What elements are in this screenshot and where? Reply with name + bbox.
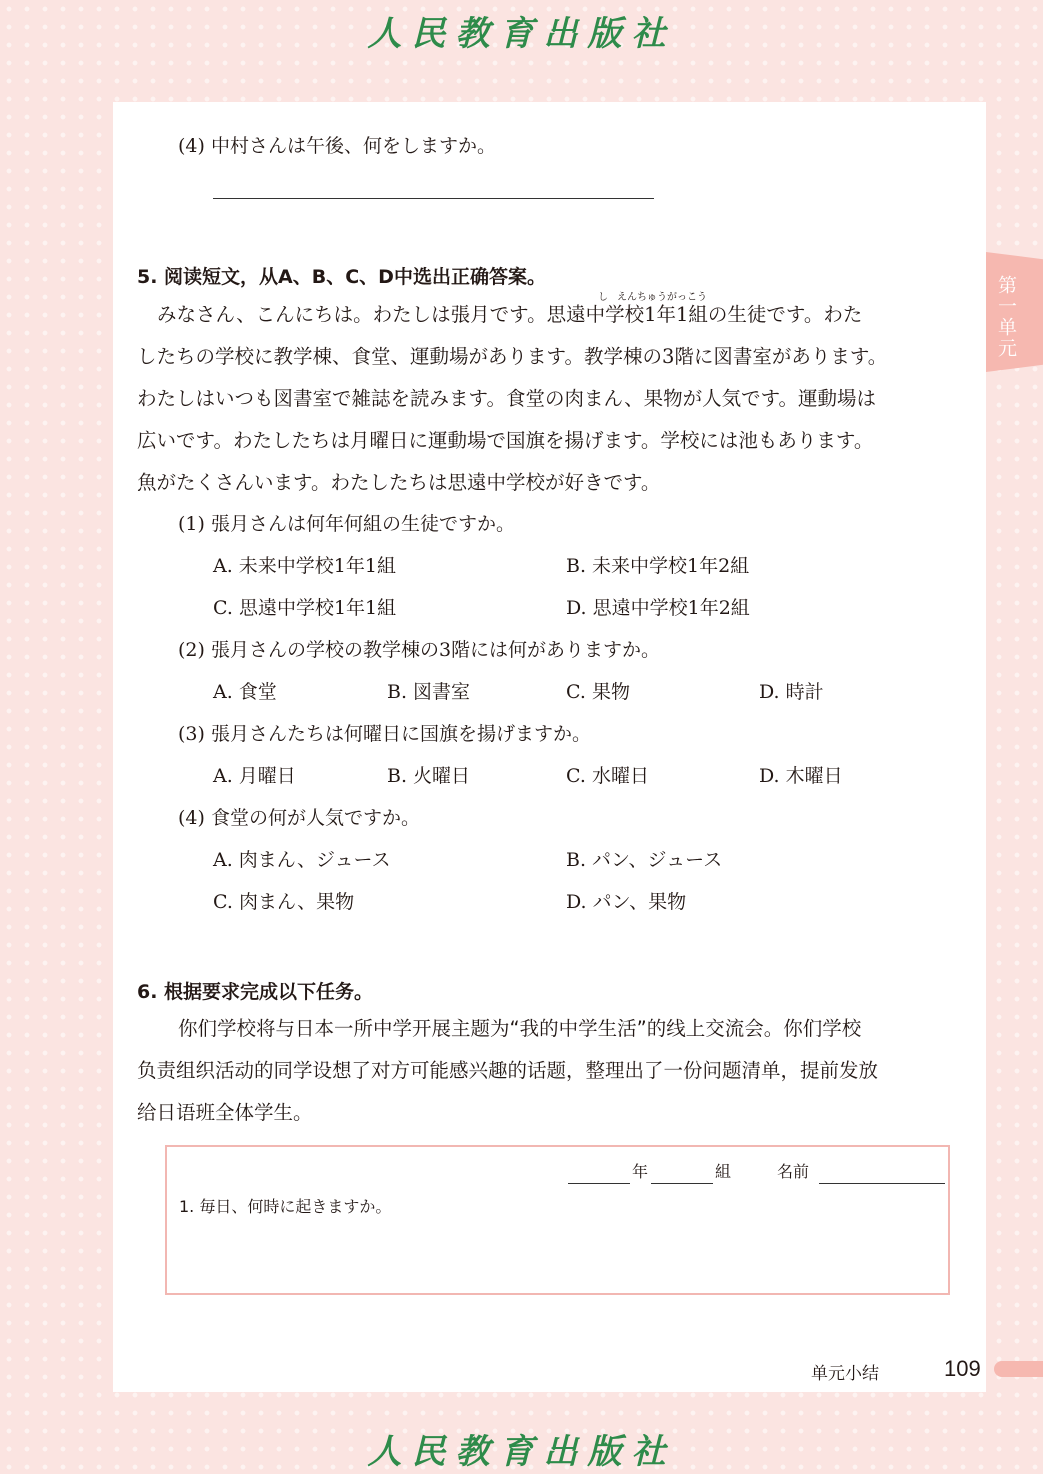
furigana-enchuugakkou: えんちゅうがっこう [617, 292, 707, 303]
q1-option-c[interactable]: C. 思遠中学校1年1組 [213, 597, 397, 619]
section-6-title: 6. 根据要求完成以下任务。 [137, 981, 374, 1003]
passage-line-1: みなさん、こんにちは。わたしは張月です。思遠中学校1年1組の生徒です。わた [157, 303, 863, 326]
q2-option-b[interactable]: B. 図書室 [387, 681, 471, 703]
task-line-2: 负责组织活动的同学设想了对方可能感兴趣的话题，整理出了一份问题清单，提前发放 [137, 1059, 879, 1082]
footer-section-label: 单元小结 [811, 1364, 879, 1384]
q1-option-a[interactable]: A. 未来中学校1年1組 [213, 555, 396, 577]
page-number-tab [994, 1361, 1043, 1377]
section-5-title: 5. 阅读短文，从A、B、C、D中选出正确答案。 [137, 266, 546, 288]
passage-line-4: 広いです。わたしたちは月曜日に運動場で国旗を揚げます。学校には池もあります。 [137, 429, 874, 452]
passage-line-2: したちの学校に教学棟、食堂、運動場があります。教学棟の3階に図書室があります。 [137, 345, 888, 368]
q1-option-b[interactable]: B. 未来中学校1年2組 [566, 555, 750, 577]
furigana-shi: し [598, 292, 608, 303]
publisher-logo-top: 人民教育出版社 [367, 14, 676, 54]
q3-option-c[interactable]: C. 水曜日 [566, 765, 649, 787]
unit-side-tab-label: 第一单元 [995, 275, 1017, 359]
question-prev-4: (4) 中村さんは午後、何をしますか。 [178, 135, 496, 157]
q3-option-d[interactable]: D. 木曜日 [759, 765, 843, 787]
name-label: 名前 [777, 1162, 810, 1181]
q3-option-a[interactable]: A. 月曜日 [213, 765, 296, 787]
passage-line-3: わたしはいつも図書室で雑誌を読みます。食堂の肉まん、果物が人気です。運動場は [137, 387, 877, 410]
q2-option-a[interactable]: A. 食堂 [213, 681, 277, 703]
class-blank[interactable] [651, 1183, 713, 1184]
task-line-3: 给日语班全体学生。 [137, 1101, 313, 1124]
q4-option-c[interactable]: C. 肉まん、果物 [213, 891, 355, 913]
q3-option-b[interactable]: B. 火曜日 [387, 765, 471, 787]
q2-option-d[interactable]: D. 時計 [759, 681, 824, 703]
year-label: 年 [632, 1162, 649, 1181]
q4-option-a[interactable]: A. 肉まん、ジュース [213, 849, 391, 871]
publisher-logo-bottom: 人民教育出版社 [367, 1432, 676, 1472]
q2-option-c[interactable]: C. 果物 [566, 681, 630, 703]
task-line-1: 你们学校将与日本一所中学开展主题为“我的中学生活”的线上交流会。你们学校 [178, 1017, 862, 1040]
q4-option-b[interactable]: B. パン、ジュース [566, 849, 723, 871]
question-list-box [165, 1145, 950, 1295]
page-number: 109 [944, 1356, 981, 1381]
q4-option-d[interactable]: D. パン、果物 [566, 891, 687, 913]
question-3: (3) 張月さんたちは何曜日に国旗を揚げますか。 [178, 723, 591, 745]
name-blank[interactable] [819, 1183, 945, 1184]
year-blank[interactable] [568, 1183, 630, 1184]
question-1: (1) 張月さんは何年何組の生徒ですか。 [178, 513, 515, 535]
question-item-1: 1. 毎日、何時に起きますか。 [179, 1197, 392, 1216]
answer-line[interactable] [213, 198, 654, 199]
q1-option-d[interactable]: D. 思遠中学校1年2組 [566, 597, 750, 619]
class-label: 組 [715, 1162, 732, 1181]
question-4: (4) 食堂の何が人気ですか。 [178, 807, 420, 829]
passage-line-5: 魚がたくさんいます。わたしたちは思遠中学校が好きです。 [137, 471, 661, 494]
question-2: (2) 張月さんの学校の教学棟の3階には何がありますか。 [178, 639, 661, 661]
